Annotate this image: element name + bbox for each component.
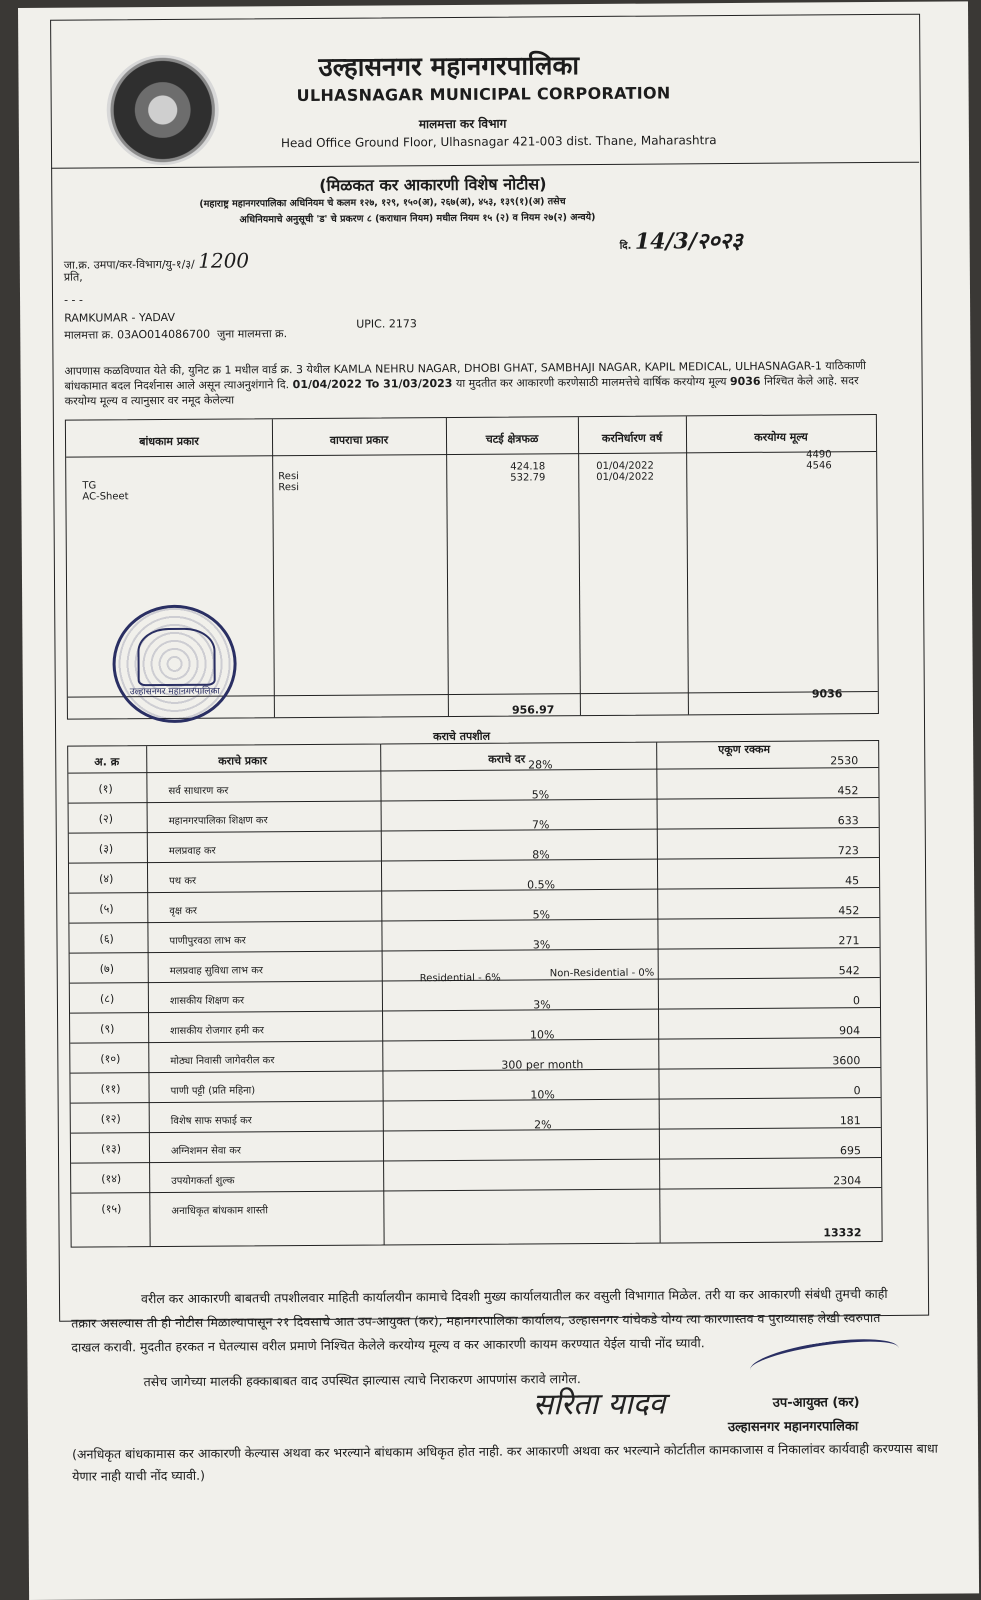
tax-amount: 904	[839, 1024, 861, 1038]
header-year: करनिर्धारण वर्ष	[601, 431, 663, 445]
notice-paper	[18, 1, 979, 1600]
date-label: दि.	[619, 240, 632, 252]
tax-amount: 542	[838, 964, 860, 978]
notice-date	[620, 225, 743, 256]
tax-name: मलप्रवाह सुविधा लाभ कर	[169, 965, 264, 977]
tax-rate: 5%	[531, 788, 550, 802]
upic-number: UPIC. 2173	[356, 317, 417, 331]
header-divider	[66, 449, 876, 461]
tax-name: विशेष साफ सफाई कर	[170, 1115, 252, 1127]
tax-rate: 300 per month	[501, 1058, 584, 1072]
tax-table	[67, 740, 882, 1248]
tax-name: सर्व साधारण कर	[168, 785, 229, 797]
tax-rate: 8%	[532, 848, 550, 862]
corporation-title-marathi: उल्हासनगर महानगरपालिका	[318, 51, 580, 83]
tax-total: 13332	[823, 1226, 862, 1240]
total-value: 9036	[811, 687, 843, 701]
body-part-3: निश्चित केले आहे. सदर करयोग्य मूल्य व त्यानुसार वर नमूद केलेल्या	[64, 374, 859, 408]
header-total-amount: एकूण रक्कम	[718, 742, 771, 757]
office-address: Head Office Ground Floor, Ulhasnagar 421-003 dist. Thane, Maharashtra	[280, 133, 717, 151]
tax-rate: 5%	[532, 908, 551, 922]
tax-name: मोठ्या निवासी जागेवरील कर	[170, 1055, 275, 1067]
row-number: (१४)	[101, 1172, 122, 1186]
row-number: (३)	[98, 842, 114, 856]
row-number: (५)	[99, 902, 114, 916]
tax-name: अग्निशमन सेवा कर	[170, 1145, 241, 1157]
legal-disclaimer: (अनधिकृत बांधकामास कर आकारणी केल्यास अथवा कर भरल्याने बांधकाम अधिकृत होत नाही. कर आकारणी अथवा कर भरल्याने कोर्टातील कामकाजास व निकालांवर कार्यवाही करण्यास बाधा येणार नाही याची नोंद घ्यावी.)	[72, 1440, 938, 1484]
owner-name: RAMKUMAR - YADAV	[64, 310, 176, 325]
tax-amount: 452	[838, 904, 860, 918]
tax-name: शासकीय रोजगार हमी कर	[170, 1025, 265, 1037]
reference-value: 1200	[198, 248, 250, 273]
tax-name: पाणी पट्टी (प्रति महिना)	[170, 1085, 256, 1097]
reference-label: जा.क्र. उमपा/कर-विभाग/यु-१/३/	[63, 257, 195, 272]
construction-type-1: TG	[82, 480, 97, 492]
corporation-logo	[106, 55, 219, 166]
tax-rate: 0.5%	[527, 878, 556, 892]
body-part-2: या मुदतीत कर आकारणी करणेसाठी मालमत्तेचे वार्षिक करयोग्य मूल्य	[452, 375, 730, 390]
col-divider	[578, 417, 581, 715]
row-number: (६)	[99, 932, 114, 946]
area-1: 424.18	[510, 461, 546, 473]
property-number	[64, 326, 287, 343]
row-number: (८)	[99, 992, 115, 1006]
signatory-designation: उप-आयुक्त (कर)	[772, 1395, 860, 1411]
col-divider	[686, 416, 689, 714]
row-number: (१)	[98, 782, 113, 796]
tax-amount: 0	[852, 994, 860, 1008]
to-label: प्रति,	[63, 270, 83, 284]
tax-amount: 2304	[833, 1174, 862, 1188]
header-construction: बांधकाम प्रकार	[139, 434, 199, 449]
handwritten-signature-name: सरिता यादव	[532, 1386, 666, 1423]
tax-amount: 271	[838, 934, 860, 948]
dashes: - - -	[63, 293, 83, 307]
footer-ownership-note: तसेच जागेच्या मालकी हक्काबाबत वाद उपस्थित झाल्यास त्याचे निराकरण आपणांस करावे लागेल.	[143, 1371, 581, 1390]
total-area: 956.97	[511, 703, 555, 717]
row-number: (१५)	[101, 1202, 122, 1216]
tax-amount: 452	[837, 784, 859, 798]
value-1: 4490	[806, 449, 832, 461]
row-number: (९)	[100, 1022, 115, 1036]
corporation-seal-stamp	[112, 604, 237, 723]
row-number: (१३)	[100, 1142, 122, 1156]
notice-title: (मिळकत कर आकारणी विशेष नोटीस)	[319, 174, 547, 195]
header-usage: वापराचा प्रकार	[329, 433, 389, 447]
reference-number	[64, 248, 249, 273]
tax-details-title: कराचे तपशील	[433, 729, 491, 744]
residential-rate: Residential - 6%	[419, 972, 501, 985]
col-divider	[446, 418, 449, 716]
corporation-title-english: ULHASNAGAR MUNICIPAL CORPORATION	[296, 83, 671, 106]
body-period: 01/04/2022 To 31/03/2023	[292, 376, 453, 392]
header-serial: अ. क्र	[94, 755, 120, 769]
tax-rate: 28%	[528, 758, 553, 772]
tax-amount: 3600	[832, 1054, 861, 1068]
row-number: (१२)	[100, 1112, 121, 1126]
property-label: मालमत्ता क्र.	[64, 328, 114, 342]
signatory-organization: उल्हासनगर महानगरपालिका	[727, 1419, 859, 1436]
tax-amount: 2530	[830, 754, 859, 768]
tax-rate: 3%	[532, 938, 551, 952]
tax-name: पथ कर	[169, 875, 197, 887]
tax-rate: 7%	[531, 818, 550, 832]
tax-name: वृक्ष कर	[169, 905, 198, 917]
old-property-label: जुना मालमत्ता क्र.	[217, 327, 288, 341]
tax-amount: 723	[837, 844, 859, 858]
row-number: (१०)	[100, 1052, 121, 1066]
tax-rate: 10%	[529, 1028, 555, 1042]
notice-subtitle-2: अधिनियमाचे अनुसूची 'ड' चे प्रकरण ८ (कराधान नियम) मधील नियम १५ (२) व नियम २७(२) अन्वये)	[239, 211, 596, 226]
notice-subtitle-1: (महाराष्ट्र महानगरपालिका अधिनियम चे कलम १२७, १२९, १५०(अ), २६७(अ), ४५३, १३९(१)(अ) तसेच	[199, 196, 566, 210]
footer-paragraph: वरील कर आकारणी बाबतची तपशीलवार माहिती कार्यालयीन कामाचे दिवशी मुख्य कार्यालयातील कर वसुली विभागात मिळेल. तरी या कर आकारणी संबंधी तुमची काही तक्रार असल्यास ती ही नोटीस मिळाल्यापासून २१ दिवसाचे आत उप-आयुक्त (कर), महानगरपालिका कार्यालय, उल्हासनगर यांचेकडे योग्य त्या कारणास्तव व पुराव्यासह लेखी स्वरुपात दाखल करावी. मुदतीत हरकत न घेतल्यास वरील प्रमाणे निश्चित केलेले करयोग्य मूल्य व कर आकारणी कायम करण्यात येईल याची नोंद घ्यावी.	[71, 1285, 888, 1355]
tax-amount: 695	[839, 1144, 862, 1158]
tax-rate: 10%	[530, 1088, 555, 1102]
tax-name: पाणीपुरवठा लाभ कर	[169, 935, 246, 947]
value-2: 4546	[806, 460, 832, 472]
tax-amount: 0	[853, 1084, 861, 1098]
seal-emblem	[137, 628, 215, 687]
body-part-1: आपणास कळविण्यात येते की, युनिट क्र 1 मधील वार्ड क्र. 3 येथील KAMLA NEHRU NAGAR, DHOBI GHAT, SAMBHAJI NAGAR, KAPIL MEDICAL, ULHASNAGAR-1 याठिकाणी बांधकामात बदल निदर्शनास आले असून त्याअनुशंगाने दि.	[64, 359, 866, 393]
row-number: (२)	[98, 812, 114, 826]
tax-amount: 45	[845, 874, 860, 888]
row-number: (४)	[99, 872, 114, 886]
tax-name: शासकीय शिक्षण कर	[169, 995, 245, 1007]
header-value: करयोग्य मूल्य	[754, 430, 808, 444]
tax-name: अनाधिकृत बांधकाम शास्ती	[171, 1205, 268, 1217]
notice-body	[64, 358, 884, 409]
seal-text: उल्हासनगर महानगरपालिका	[129, 686, 220, 698]
property-value: 03AO014086700	[117, 327, 211, 342]
tax-rate: 2%	[534, 1118, 552, 1132]
body-value: 9036	[729, 374, 761, 389]
usage-type-1: Resi	[278, 471, 299, 483]
header-tax-rate: कराचे दर	[488, 752, 526, 766]
row-number: (७)	[99, 962, 115, 976]
construction-type-2: AC-Sheet	[82, 491, 129, 503]
header-area: चटई क्षेत्रफळ	[485, 432, 539, 446]
tax-name: महानगरपालिका शिक्षण कर	[168, 815, 268, 827]
tax-amount: 633	[837, 814, 859, 828]
date-value: 14/3/२०२३	[634, 227, 743, 255]
header-tax-type: कराचे प्रकार	[218, 754, 267, 768]
row-number: (११)	[100, 1082, 121, 1096]
tax-name: उपयोगकर्ता शुल्क	[171, 1175, 235, 1187]
year-1: 01/04/2022	[596, 460, 654, 472]
nonresidential-rate: Non-Residential - 0%	[549, 967, 655, 980]
col-divider	[272, 419, 275, 717]
tax-rate: 3%	[533, 998, 551, 1012]
area-2: 532.79	[510, 472, 546, 484]
year-2: 01/04/2022	[596, 471, 654, 483]
usage-type-2: Resi	[278, 482, 300, 494]
tax-name: मलप्रवाह कर	[168, 845, 216, 857]
tax-amount: 181	[839, 1114, 861, 1128]
department-name: मालमत्ता कर विभाग	[418, 116, 507, 132]
